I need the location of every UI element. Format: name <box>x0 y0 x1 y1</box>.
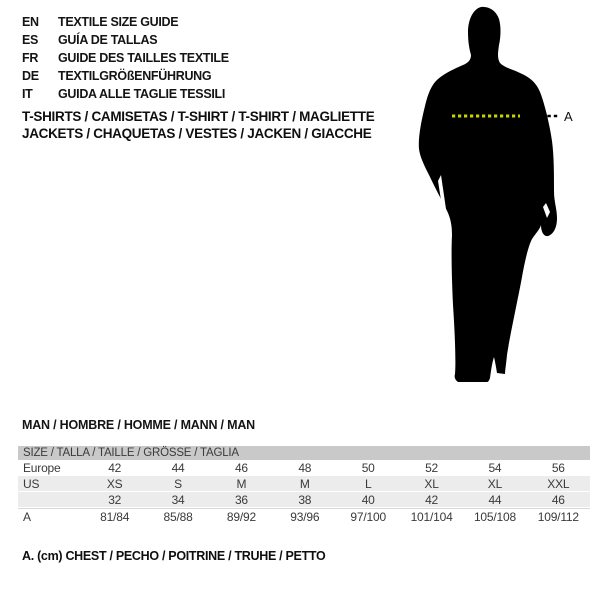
size-cell: 32 <box>108 493 122 507</box>
size-cell: S <box>174 477 182 491</box>
language-row-it <box>22 85 229 103</box>
row-label: A <box>23 510 31 524</box>
language-label: GUIDE DES TAILLES TEXTILE <box>58 51 229 65</box>
size-table-header: SIZE / TALLA / TAILLE / GRÖSSE / TAGLIA <box>18 446 590 460</box>
size-cell: 97/100 <box>350 510 386 524</box>
language-row-en <box>22 13 229 31</box>
size-cell: 85/88 <box>163 510 193 524</box>
size-cell: XS <box>106 477 123 491</box>
language-list <box>22 13 229 103</box>
section-title-man: MAN / HOMBRE / HOMME / MANN / MAN <box>22 418 255 432</box>
size-cell: 89/92 <box>226 510 256 524</box>
size-cell: 42 <box>108 461 122 475</box>
measurement-footnote: A. (cm) CHEST / PECHO / POITRINE / TRUHE / PETTO <box>22 549 326 563</box>
language-label: TEXTILE SIZE GUIDE <box>58 15 179 29</box>
language-row-fr <box>22 49 229 67</box>
row-label: US <box>23 477 40 491</box>
size-cell: M <box>236 477 247 491</box>
size-cell: 56 <box>551 461 565 475</box>
language-label: GUÍA DE TALLAS <box>58 33 158 47</box>
man-silhouette-figure <box>408 5 574 391</box>
size-cell: XXL <box>547 477 570 491</box>
size-cell: 46 <box>234 461 248 475</box>
size-cell: 42 <box>425 493 439 507</box>
man-silhouette-shape <box>419 7 557 382</box>
language-code: DE <box>22 69 39 83</box>
size-table <box>18 446 590 525</box>
size-cell: 36 <box>234 493 248 507</box>
size-cell: 93/96 <box>290 510 320 524</box>
language-row-es <box>22 31 229 49</box>
size-cell: 38 <box>298 493 312 507</box>
size-cell: XL <box>487 477 503 491</box>
size-cell: 50 <box>361 461 375 475</box>
size-cell: 101/104 <box>410 510 453 524</box>
language-label: GUIDA ALLE TAGLIE TESSILI <box>58 87 226 101</box>
language-code: EN <box>22 15 39 29</box>
size-cell: 44 <box>488 493 502 507</box>
category-line-jackets: JACKETS / CHAQUETAS / VESTES / JACKEN / GIACCHE <box>22 126 372 141</box>
language-label: TEXTILGRÖßENFÜHRUNG <box>58 69 212 83</box>
language-code: FR <box>22 51 39 65</box>
size-cell: 109/112 <box>537 510 579 524</box>
language-code: ES <box>22 33 39 47</box>
size-cell: XL <box>424 477 439 491</box>
table-row-europe <box>18 460 590 476</box>
size-cell: 52 <box>425 461 439 475</box>
size-cell: 54 <box>488 461 502 475</box>
size-cell: 105/108 <box>473 510 516 524</box>
table-row-us-numeric <box>18 492 590 508</box>
table-row-chest-cm <box>18 508 590 525</box>
size-cell: 81/84 <box>100 510 130 524</box>
size-cell: 46 <box>551 493 565 507</box>
table-row-us <box>18 476 590 492</box>
size-cell: L <box>364 477 372 491</box>
size-cell: 48 <box>298 461 312 475</box>
row-label: Europe <box>23 461 61 475</box>
language-row-de <box>22 67 229 85</box>
size-cell: 40 <box>361 493 375 507</box>
measurement-a-label: A <box>564 109 573 124</box>
size-cell: 44 <box>171 461 185 475</box>
language-code: IT <box>22 87 33 101</box>
size-cell: M <box>299 477 310 491</box>
category-lines <box>22 108 374 142</box>
size-cell: 34 <box>171 493 185 507</box>
category-line-tshirts: T-SHIRTS / CAMISETAS / T-SHIRT / T-SHIRT / MAGLIETTE <box>22 109 375 124</box>
man-silhouette-svg <box>408 5 574 391</box>
